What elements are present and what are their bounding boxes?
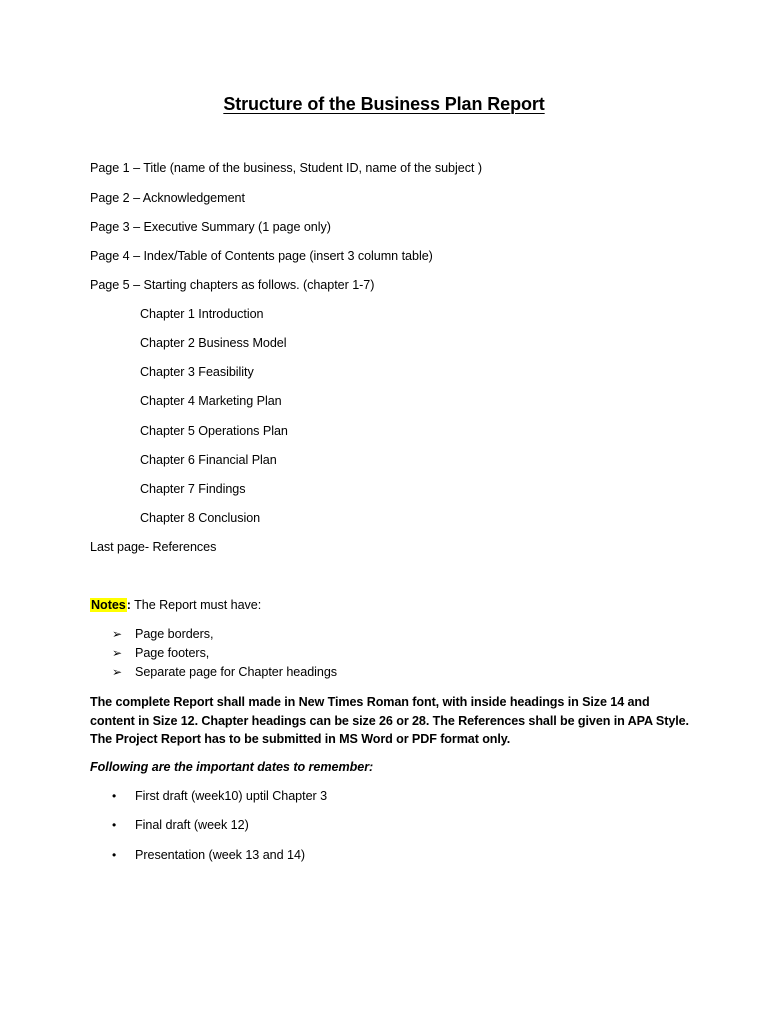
chapter-item: Chapter 3 Feasibility: [140, 365, 254, 379]
arrow-bullet-icon: ➢: [112, 627, 123, 641]
page-list-item: Page 3 – Executive Summary (1 page only): [90, 220, 331, 234]
instructions-paragraph: [90, 693, 690, 749]
notes-label: Notes: [91, 598, 126, 612]
arrow-bullet-icon: ➢: [112, 665, 123, 679]
chapter-item: Chapter 1 Introduction: [140, 307, 264, 321]
last-page-line: Last page- References: [90, 540, 217, 554]
page-list-item: Page 1 – Title (name of the business, Student ID, name of the subject ): [90, 161, 482, 175]
page-list-item: Page 4 – Index/Table of Contents page (insert 3 column table): [90, 249, 433, 263]
date-item: Presentation (week 13 and 14): [135, 848, 306, 862]
bullet-icon: •: [112, 818, 117, 832]
date-item: Final draft (week 12): [135, 818, 249, 832]
date-item: First draft (week10) uptil Chapter 3: [135, 789, 328, 803]
chapter-item: Chapter 6 Financial Plan: [140, 453, 277, 467]
arrow-bullet-icon: ➢: [112, 646, 123, 660]
chapter-item: Chapter 8 Conclusion: [140, 511, 261, 525]
notes-colon: :: [126, 598, 131, 612]
chapter-item: Chapter 7 Findings: [140, 482, 246, 496]
page-list-item: Page 5 – Starting chapters as follows. (chapter 1-7): [90, 278, 375, 292]
page-title: Structure of the Business Plan Report: [223, 94, 545, 114]
notes-item: Page footers,: [135, 646, 210, 660]
instructions-line: The Project Report has to be submitted in MS Word or PDF format only.: [90, 732, 511, 746]
notes-line: [90, 597, 261, 613]
notes-text: The Report must have:: [130, 598, 262, 612]
notes-item: Page borders,: [135, 627, 214, 641]
bullet-icon: •: [112, 789, 117, 803]
chapter-item: Chapter 4 Marketing Plan: [140, 394, 282, 408]
chapter-item: Chapter 2 Business Model: [140, 336, 287, 350]
bullet-icon: •: [112, 848, 117, 862]
chapter-item: Chapter 5 Operations Plan: [140, 424, 288, 438]
notes-item: Separate page for Chapter headings: [135, 665, 338, 679]
instructions-line: The complete Report shall made in New Times Roman font, with inside headings in Size 14 and: [90, 695, 650, 709]
page-list-item: Page 2 – Acknowledgement: [90, 191, 245, 205]
instructions-line: content in Size 12. Chapter headings can be size 26 or 28. The References shall be given in APA Style.: [90, 713, 689, 728]
dates-heading: Following are the important dates to remember:: [90, 760, 374, 774]
